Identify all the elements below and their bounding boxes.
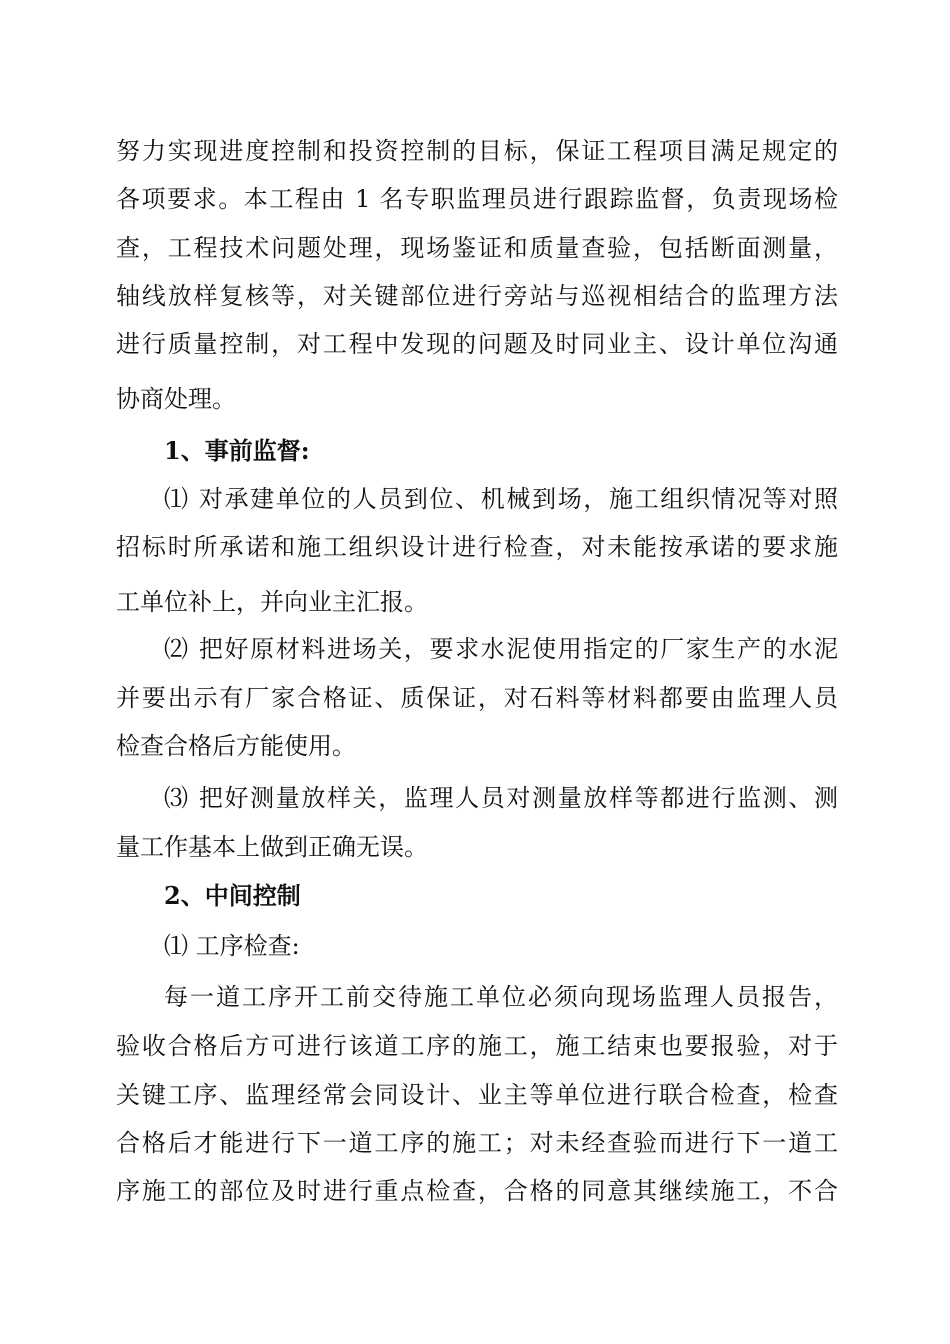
paragraph-line: 进行质量控制，对工程中发现的问题及时同业主、设计单位沟通 xyxy=(116,330,838,358)
paragraph-line: 轴线放样复核等，对关键部位进行旁站与巡视相结合的监理方法 xyxy=(116,282,838,310)
paragraph-line: 努力实现进度控制和投资控制的目标，保证工程项目满足规定的 xyxy=(116,137,838,165)
section-heading-2: 2、中间控制 xyxy=(164,881,301,910)
item-2-line: ⑵ 把好原材料进场关，要求水泥使用指定的厂家生产的水泥 xyxy=(164,635,838,663)
paragraph-line: 每一道工序开工前交待施工单位必须向现场监理人员报告， xyxy=(164,983,838,1011)
paragraph-line: 协商处理。 xyxy=(116,385,236,413)
item-1-line: 工单位补上，并向业主汇报。 xyxy=(116,588,428,616)
paragraph-line: 各项要求。本工程由 1 名专职监理员进行跟踪监督，负责现场检 xyxy=(116,185,838,213)
item-1-line: 招标时所承诺和施工组织设计进行检查，对未能按承诺的要求施 xyxy=(116,533,838,561)
sub-item-heading: ⑴ 工序检查: xyxy=(164,932,300,960)
paragraph-line: 合格后才能进行下一道工序的施工；对未经查验而进行下一道工 xyxy=(116,1129,838,1157)
section-heading-1: 1、事前监督: xyxy=(164,436,310,465)
paragraph-line: 验收合格后方可进行该道工序的施工，施工结束也要报验，对于 xyxy=(116,1032,838,1060)
item-3-line: ⑶ 把好测量放样关，监理人员对测量放样等都进行监测、测 xyxy=(164,784,838,812)
paragraph-line: 查，工程技术问题处理，现场鉴证和质量查验，包括断面测量， xyxy=(116,234,838,262)
item-2-line: 并要出示有厂家合格证、质保证，对石料等材料都要由监理人员 xyxy=(116,684,838,712)
item-1-line: ⑴ 对承建单位的人员到位、机械到场，施工组织情况等对照 xyxy=(164,485,838,513)
item-3-line: 量工作基本上做到正确无误。 xyxy=(116,833,428,861)
item-2-line: 检查合格后方能使用。 xyxy=(116,732,356,760)
paragraph-line: 序施工的部位及时进行重点检查，合格的同意其继续施工，不合 xyxy=(116,1177,838,1205)
paragraph-line: 关键工序、监理经常会同设计、业主等单位进行联合检查，检查 xyxy=(116,1081,838,1109)
